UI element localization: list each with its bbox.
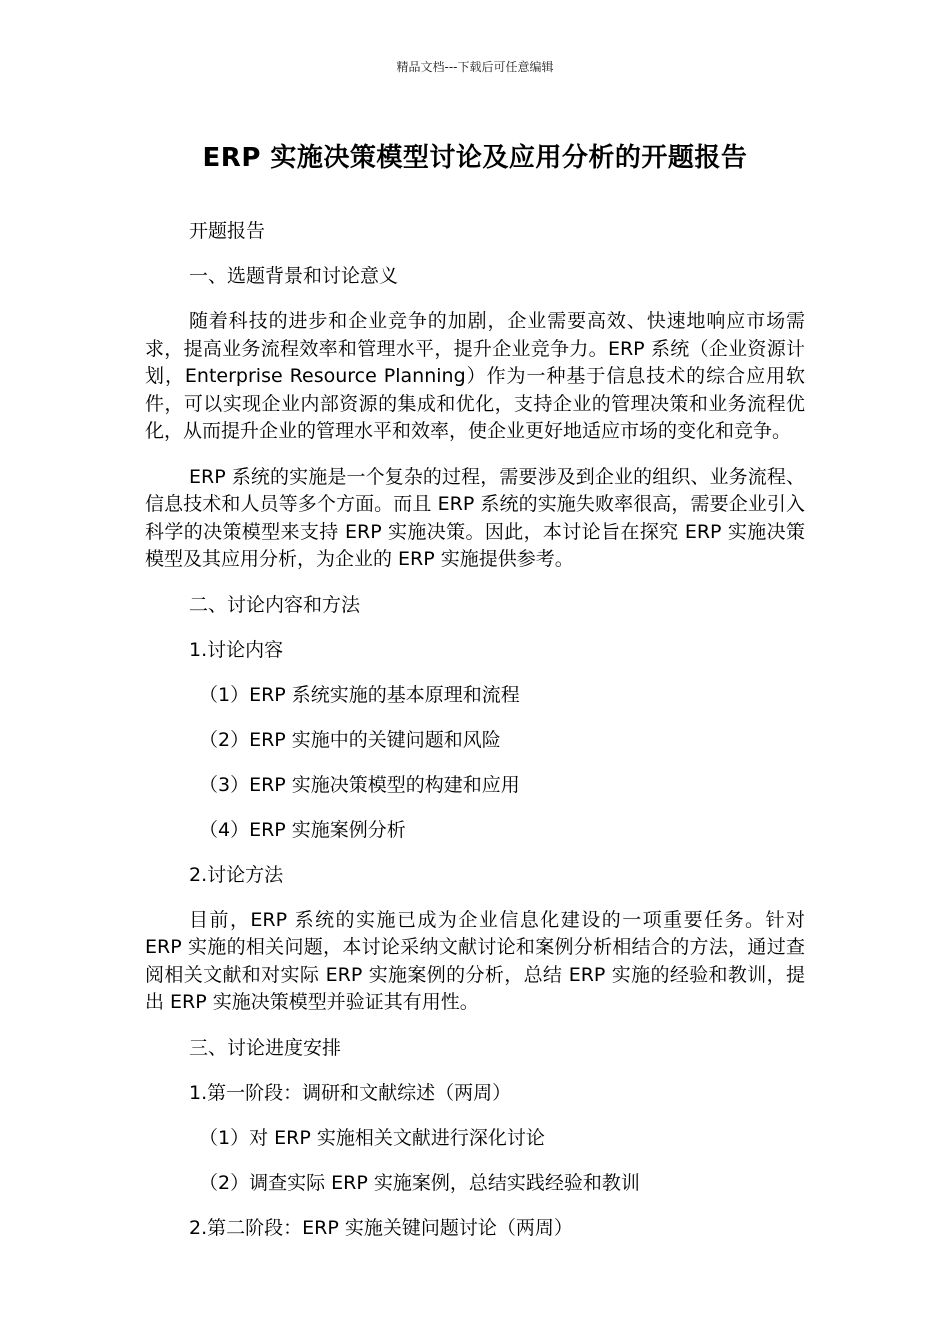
list-item: （2）ERP 实施中的关键问题和风险	[199, 728, 501, 751]
section-heading-1: 一、选题背景和讨论意义	[189, 265, 399, 287]
document-body	[145, 218, 805, 1260]
list-item: （1）对 ERP 实施相关文献进行深化讨论	[199, 1126, 545, 1149]
list-item: （1）ERP 系统实施的基本原理和流程	[199, 683, 520, 706]
document-title: ERP 实施决策模型讨论及应用分析的开题报告	[202, 143, 748, 173]
stage-heading-1: 1.第一阶段：调研和文献综述（两周）	[189, 1081, 512, 1104]
section-heading-2: 二、讨论内容和方法	[189, 593, 361, 616]
stage-heading-2: 2.第二阶段：ERP 实施关键问题讨论（两周）	[189, 1216, 573, 1239]
paragraph-background-2: ERP 系统的实施是一个复杂的过程，需要涉及到企业的组织、业务流程、信息技术和人员等多个方面。而且 ERP 系统的实施失败率很高，需要企业引入科学的决策模型来支持 ERP 实施决策。因此，本讨论旨在探究 ERP 实施决策模型及其应用分析，为企业的 ERP 实施提供参考。	[145, 465, 805, 570]
section-label: 开题报告	[189, 220, 266, 242]
list-item: （4）ERP 实施案例分析	[199, 818, 406, 841]
list-item: （2）调查实际 ERP 实施案例，总结实践经验和教训	[199, 1171, 640, 1194]
header-note: 精品文档---下载后可任意编辑	[396, 60, 554, 74]
section-heading-3: 三、讨论进度安排	[189, 1036, 342, 1059]
paragraph-method: 目前，ERP 系统的实施已成为企业信息化建设的一项重要任务。针对 ERP 实施的相关问题，本讨论采纳文献讨论和案例分析相结合的方法，通过查阅相关文献和对实际 ERP 实施案例的分析，总结 ERP 实施的经验和教训，提出 ERP 实施决策模型并验证其有用性。	[145, 908, 805, 1013]
paragraph-background-1: 随着科技的进步和企业竞争的加剧，企业需要高效、快速地响应市场需求，提高业务流程效率和管理水平，提升企业竞争力。ERP 系统（企业资源计划，Enterprise Resource Planning）作为一种基于信息技术的综合应用软件，可以实现企业内部资源的集成和优化，支持企业的管理决策和业务流程优化，从而提升企业的管理水平和效率，使企业更好地适应市场的变化和竞争。	[145, 310, 805, 442]
subheading-content: 1.讨论内容	[189, 638, 284, 661]
subheading-method: 2.讨论方法	[189, 863, 284, 886]
list-item: （3）ERP 实施决策模型的构建和应用	[199, 773, 520, 796]
